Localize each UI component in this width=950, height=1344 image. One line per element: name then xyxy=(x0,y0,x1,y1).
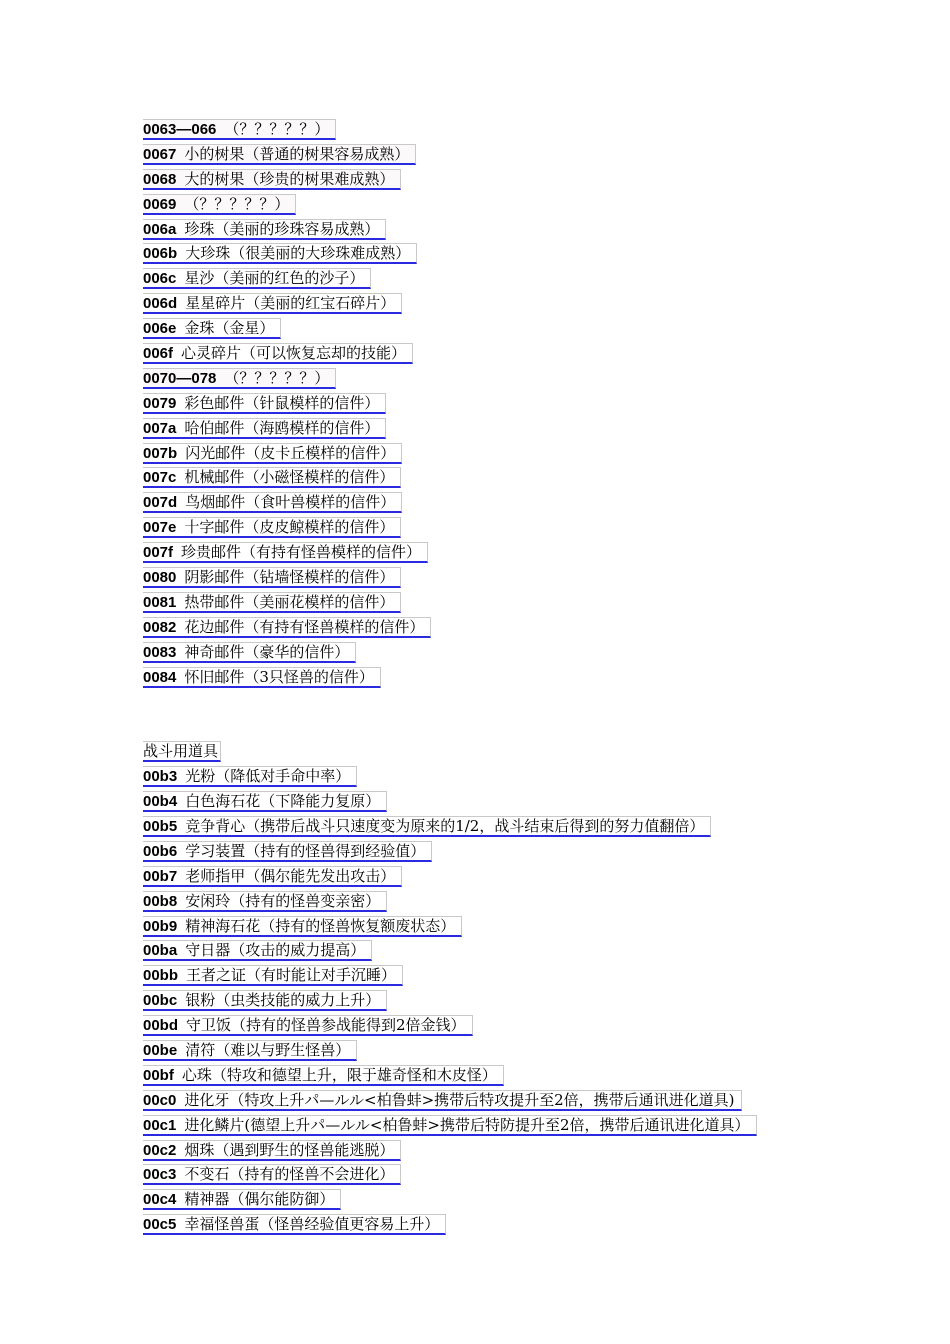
item-entry-link[interactable] xyxy=(143,1140,401,1161)
item-code: 007b xyxy=(143,444,178,462)
item-entry-link[interactable] xyxy=(143,1189,341,1210)
item-code: 00c4 xyxy=(143,1191,177,1209)
item-entry-link[interactable] xyxy=(143,791,387,812)
item-entry-link[interactable] xyxy=(143,592,401,613)
item-description: 怀旧邮件（3只怪兽的信件） xyxy=(184,667,374,686)
item-entry-link[interactable] xyxy=(143,567,401,588)
item-description: 鸟烟邮件（食叶兽模样的信件） xyxy=(185,493,396,512)
item-description: 星星碎片（美丽的红宝石碎片） xyxy=(185,294,396,313)
item-code: 00b8 xyxy=(143,892,178,910)
item-entry-link[interactable] xyxy=(143,1015,473,1036)
item-code: 006f xyxy=(143,345,174,363)
list-item xyxy=(143,1009,933,1034)
item-entry-link[interactable] xyxy=(143,667,381,688)
item-entry-link[interactable] xyxy=(143,443,402,464)
item-description: 进化鳞片(德望上升パ—ルル<柏鲁蚌>携带后特防提升至2倍，携带后通讯进化道具） xyxy=(184,1115,750,1134)
item-description: 精神器（偶尔能防御） xyxy=(184,1190,335,1209)
list-item xyxy=(143,661,933,686)
item-description: 花边邮件（有持有怪兽模样的信件） xyxy=(184,617,425,636)
item-code: 0063—066 xyxy=(143,121,217,138)
item-code: 0080 xyxy=(143,569,177,587)
item-entry-link[interactable] xyxy=(143,343,413,364)
item-entry-link[interactable] xyxy=(143,1115,757,1136)
item-description: 竞争背心（携带后战斗只速度变为原来的1/2，战斗结束后得到的努力值翻倍） xyxy=(185,816,705,835)
list-item xyxy=(143,1084,933,1109)
item-code: 00c5 xyxy=(143,1216,177,1234)
item-code: 006e xyxy=(143,320,177,338)
list-item xyxy=(143,785,933,810)
item-code: 00c3 xyxy=(143,1166,177,1184)
list-item xyxy=(143,536,933,561)
list-item xyxy=(143,362,933,387)
item-description: 彩色邮件（针鼠模样的信件） xyxy=(184,393,380,412)
item-code: 0079 xyxy=(143,394,177,412)
item-description: 心灵碎片（可以恢复忘却的技能） xyxy=(181,344,407,363)
list-item xyxy=(143,586,933,611)
item-code: 0081 xyxy=(143,593,177,611)
item-entry-link[interactable] xyxy=(143,119,336,140)
item-entry-link[interactable] xyxy=(143,965,403,986)
item-code: 0067 xyxy=(143,145,177,163)
item-description: 守卫饭（持有的怪兽参战能得到2倍金钱） xyxy=(186,1016,466,1035)
list-item xyxy=(143,1034,933,1059)
item-entry-link[interactable] xyxy=(143,866,402,887)
item-code: 00b9 xyxy=(143,917,178,935)
misc-items-group xyxy=(143,113,933,735)
item-code: 007c xyxy=(143,469,177,487)
item-entry-link[interactable] xyxy=(143,318,281,339)
item-description: 精神海石花（持有的怪兽恢复额废状态） xyxy=(185,916,456,935)
item-description: 安闲玲（持有的怪兽变亲密） xyxy=(185,891,381,910)
item-code: 007a xyxy=(143,419,177,437)
list-item xyxy=(143,1109,933,1134)
item-entry-link[interactable] xyxy=(143,642,356,663)
item-description: 白色海石花（下降能力复原） xyxy=(185,792,381,811)
list-item xyxy=(143,810,933,835)
list-item xyxy=(143,337,933,362)
item-code: 00b5 xyxy=(143,817,178,835)
list-item xyxy=(143,561,933,586)
item-description: （？？？？？） xyxy=(224,368,330,387)
item-code: 006c xyxy=(143,270,177,288)
item-entry-link[interactable] xyxy=(143,492,402,513)
item-entry-link[interactable] xyxy=(143,1164,401,1185)
item-entry-link[interactable] xyxy=(143,219,386,240)
item-description: 幸福怪兽蛋（怪兽经验值更容易上升） xyxy=(184,1215,440,1234)
item-code: 00bd xyxy=(143,1017,179,1035)
list-item xyxy=(143,237,933,262)
item-description: 珍珠（美丽的珍珠容易成熟） xyxy=(184,219,380,238)
item-entry-link[interactable] xyxy=(143,766,357,787)
item-description: 不变石（持有的怪兽不会进化） xyxy=(184,1165,395,1184)
item-description: 大珍珠（很美丽的大珍珠难成熟） xyxy=(185,244,411,263)
item-entry-link[interactable] xyxy=(143,194,296,215)
item-entry-link[interactable] xyxy=(143,1040,357,1061)
item-description: 热带邮件（美丽花模样的信件） xyxy=(184,592,395,611)
item-description: 光粉（降低对手命中率） xyxy=(185,767,351,786)
section-row xyxy=(143,735,933,760)
list-item xyxy=(143,984,933,1009)
item-description: 守日器（攻击的威力提高） xyxy=(185,941,366,960)
item-description: 清符（难以与野生怪兽） xyxy=(185,1040,351,1059)
item-entry-link[interactable] xyxy=(143,293,402,314)
list-item xyxy=(143,412,933,437)
item-code: 00b6 xyxy=(143,842,178,860)
list-item xyxy=(143,611,933,636)
item-code: 00b7 xyxy=(143,867,178,885)
item-entry-link[interactable] xyxy=(143,1090,742,1111)
item-code: 00c1 xyxy=(143,1116,177,1134)
item-description: 星沙（美丽的红色的沙子） xyxy=(184,269,365,288)
item-entry-link[interactable] xyxy=(143,990,387,1011)
item-description: 烟珠（遇到野生的怪兽能逃脱） xyxy=(184,1140,395,1159)
item-entry-link[interactable] xyxy=(143,517,401,538)
list-item xyxy=(143,1183,933,1208)
item-code: 0082 xyxy=(143,618,177,636)
list-item xyxy=(143,312,933,337)
section-heading[interactable]: 战斗用道具 xyxy=(143,741,221,762)
item-entry-link[interactable] xyxy=(143,368,336,389)
item-description: 十字邮件（皮皮鲸模样的信件） xyxy=(184,518,395,537)
item-description: 阴影邮件（钻墙怪模样的信件） xyxy=(184,568,395,587)
item-entry-link[interactable] xyxy=(143,169,401,190)
item-description: 银粉（虫类技能的威力上升） xyxy=(185,991,381,1010)
item-description: 大的树果（珍贵的树果难成熟） xyxy=(184,169,395,188)
item-entry-link[interactable] xyxy=(143,841,432,862)
list-item xyxy=(143,387,933,412)
list-item xyxy=(143,188,933,213)
item-code: 0069 xyxy=(143,195,177,213)
item-code: 0083 xyxy=(143,643,177,661)
item-description: 王者之证（有时能让对手沉睡） xyxy=(186,966,397,985)
item-code: 007d xyxy=(143,494,178,512)
list-item xyxy=(143,760,933,785)
list-item xyxy=(143,287,933,312)
item-description: 哈伯邮件（海鸥模样的信件） xyxy=(184,418,380,437)
item-description: 学习装置（持有的怪兽得到经验值） xyxy=(185,841,426,860)
list-item xyxy=(143,113,933,138)
list-item xyxy=(143,1208,933,1233)
item-description: 珍贵邮件（有持有怪兽模样的信件） xyxy=(181,543,422,562)
list-item xyxy=(143,437,933,462)
item-entry-link[interactable] xyxy=(143,617,431,638)
list-item xyxy=(143,213,933,238)
item-code: 0070—078 xyxy=(143,369,217,387)
item-description: 闪光邮件（皮卡丘模样的信件） xyxy=(185,443,396,462)
item-description: 神奇邮件（豪华的信件） xyxy=(184,642,350,661)
item-code: 00bf xyxy=(143,1066,174,1084)
item-description: 小的树果（普通的树果容易成熟） xyxy=(184,144,410,163)
list-item xyxy=(143,959,933,984)
list-item xyxy=(143,910,933,935)
item-code: 006a xyxy=(143,220,177,238)
item-code: 00b4 xyxy=(143,793,178,811)
item-code: 007e xyxy=(143,519,177,537)
list-item xyxy=(143,163,933,188)
list-item xyxy=(143,835,933,860)
list-item xyxy=(143,636,933,661)
item-code: 00ba xyxy=(143,942,178,960)
item-entry-link[interactable] xyxy=(143,891,387,912)
item-description: 老师指甲（偶尔能先发出攻击） xyxy=(185,866,396,885)
item-description: （？？？？？） xyxy=(184,194,290,213)
item-code: 006b xyxy=(143,245,178,263)
list-item xyxy=(143,486,933,511)
item-code: 00c2 xyxy=(143,1141,177,1159)
item-code: 0068 xyxy=(143,170,177,188)
list-item xyxy=(143,1059,933,1084)
item-description: 机械邮件（小磁怪模样的信件） xyxy=(184,468,395,487)
item-description: （？？？？？） xyxy=(224,120,330,138)
list-item xyxy=(143,860,933,885)
item-description: 心珠（特攻和德望上升，限于雄奇怪和木皮怪） xyxy=(181,1065,497,1084)
item-code: 00b3 xyxy=(143,768,178,786)
item-entry-link[interactable] xyxy=(143,243,417,264)
item-code: 00bb xyxy=(143,967,179,985)
spacer xyxy=(143,685,933,735)
item-entry-link[interactable] xyxy=(143,940,372,961)
item-code: 0084 xyxy=(143,668,177,686)
item-list xyxy=(143,113,933,1233)
list-item xyxy=(143,511,933,536)
item-entry-link[interactable] xyxy=(143,268,371,289)
list-item xyxy=(143,1134,933,1159)
item-code: 00be xyxy=(143,1041,178,1059)
item-entry-link[interactable] xyxy=(143,418,386,439)
item-description: 金珠（金星） xyxy=(184,319,275,338)
list-item xyxy=(143,262,933,287)
item-code: 007f xyxy=(143,544,174,562)
item-entry-link[interactable] xyxy=(143,1065,504,1086)
item-code: 00c0 xyxy=(143,1091,177,1109)
list-item xyxy=(143,138,933,163)
list-item xyxy=(143,885,933,910)
item-entry-link[interactable] xyxy=(143,1214,446,1235)
item-entry-link[interactable] xyxy=(143,393,386,414)
item-code: 00bc xyxy=(143,992,178,1010)
item-code: 006d xyxy=(143,295,178,313)
list-item xyxy=(143,934,933,959)
item-entry-link[interactable] xyxy=(143,467,401,488)
list-item xyxy=(143,461,933,486)
item-description: 进化牙（特攻上升パ—ルル<柏鲁蚌>携带后特攻提升至2倍，携带后通讯进化道具) xyxy=(184,1090,735,1109)
item-entry-link[interactable] xyxy=(143,144,416,165)
item-entry-link[interactable] xyxy=(143,816,711,837)
battle-items-group xyxy=(143,760,933,1233)
item-entry-link[interactable] xyxy=(143,542,428,563)
item-entry-link[interactable] xyxy=(143,916,462,937)
list-item xyxy=(143,1158,933,1183)
